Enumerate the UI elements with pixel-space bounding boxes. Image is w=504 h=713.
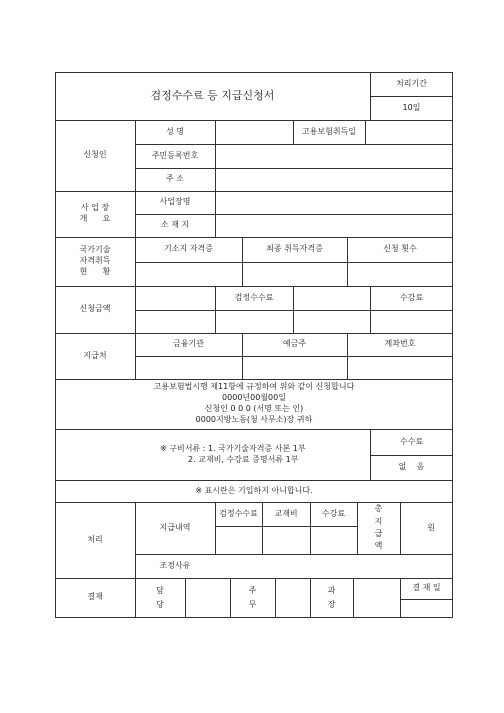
- won-unit: 원: [427, 522, 435, 532]
- exam-fee-label: 검정수수료: [234, 292, 274, 302]
- payee-section-label: 지급처: [83, 350, 107, 360]
- process-material-field[interactable]: [262, 526, 310, 554]
- workplace-name-field[interactable]: [215, 191, 453, 214]
- process-exam-fee-field[interactable]: [215, 526, 262, 554]
- total-char: 지: [374, 516, 383, 526]
- total-char: 총: [374, 504, 383, 514]
- manager-char: 과: [327, 585, 336, 595]
- applicant-section-label: 신청인: [83, 150, 107, 160]
- total-amount-label: [357, 502, 400, 554]
- qualification-section-label: [55, 237, 135, 286]
- tuition-label: 수강료: [399, 292, 424, 302]
- declaration-text: 고용보험법시행 제11항에 규정하여 위와 같이 신청합니다: [153, 382, 355, 392]
- approval-date-label: 결 재 일: [412, 583, 441, 593]
- amount-section-label: 신청금액: [79, 304, 111, 314]
- bank-label: 금융기관: [173, 339, 204, 349]
- staff-label: [135, 578, 185, 617]
- name-field[interactable]: [215, 120, 293, 144]
- chief-label: [230, 578, 275, 617]
- qualification-section-line2: 자격취득: [79, 256, 111, 266]
- process-material-label: 교재비: [274, 508, 298, 518]
- form-title: 검정수수료 등 지급신청서: [150, 88, 275, 102]
- insurance-date-field[interactable]: [365, 120, 453, 144]
- holder-field[interactable]: [242, 356, 347, 379]
- chief-char: 무: [248, 599, 257, 609]
- account-label: 계좌번호: [384, 339, 416, 349]
- declaration-block: [55, 379, 453, 429]
- held-qualification-label: 기소지 자격증: [164, 244, 213, 254]
- resident-no-field[interactable]: [215, 144, 453, 168]
- application-count-label: 신청 횟수: [383, 244, 417, 254]
- address-field[interactable]: [215, 168, 453, 191]
- process-exam-fee-label: 검정수수료: [219, 508, 258, 518]
- name-label: 성 명: [166, 126, 184, 136]
- attachment-line2: 2. 교재비, 수강료 증명서류 1부: [188, 454, 299, 464]
- total-char: 액: [374, 541, 383, 551]
- workplace-location-label: 소 재 지: [160, 220, 190, 230]
- address-label: 주 소: [166, 174, 184, 184]
- workplace-section-line1: 사 업 장: [80, 203, 110, 213]
- total-char: 급: [374, 529, 383, 538]
- payment-detail-label: 지급내역: [159, 522, 191, 532]
- application-form: [55, 72, 453, 617]
- recipient-office: 0000지방노동(청 사무소)장 귀하: [195, 414, 313, 424]
- office-use-note: ※ 표시란은 기입하지 아니합니다.: [195, 485, 313, 495]
- processing-period-label: 처리기간: [396, 78, 427, 88]
- chief-sign-field[interactable]: [275, 578, 310, 617]
- final-qualification-field[interactable]: [242, 262, 347, 286]
- exam-fee-field[interactable]: [215, 310, 293, 333]
- approval-section-label: 결재: [87, 592, 103, 602]
- fee-value: 없 음: [398, 462, 425, 472]
- process-tuition-label: 수강료: [321, 508, 346, 518]
- qualification-section-line1: 국가기술: [79, 245, 111, 255]
- resident-no-label: 주민등록번호: [151, 150, 199, 160]
- final-qualification-label: 최종 취득자격증: [266, 244, 323, 254]
- tuition-field[interactable]: [370, 310, 453, 333]
- rule: [293, 286, 294, 333]
- account-field[interactable]: [347, 356, 453, 379]
- workplace-section-label: [55, 191, 135, 237]
- manager-sign-field[interactable]: [353, 578, 400, 617]
- staff-char: 담: [156, 585, 164, 595]
- manager-label: [310, 578, 353, 617]
- approval-date-field[interactable]: [400, 599, 453, 617]
- qualification-section-line3: 현 황: [79, 266, 111, 276]
- fee-label: 수수료: [399, 436, 424, 446]
- process-tuition-field[interactable]: [310, 526, 357, 554]
- rule: [55, 617, 453, 618]
- adjustment-reason-label: 조정사유: [159, 560, 191, 570]
- staff-sign-field[interactable]: [185, 578, 230, 617]
- insurance-date-label: 고용보험취득일: [301, 126, 357, 136]
- application-count-field[interactable]: [347, 262, 453, 286]
- held-qualification-field[interactable]: [135, 262, 242, 286]
- attachments-block: [55, 429, 370, 480]
- processing-period-value: 10일: [402, 102, 421, 112]
- workplace-section-line2: 개 요: [79, 214, 111, 223]
- applicant-signature: 신청인 0 0 0 (서명 또는 인): [204, 404, 304, 413]
- staff-char: 당: [156, 599, 164, 609]
- attachment-line1: ※ 구비서류 : 1. 국가기술자격증 사본 1부: [160, 443, 306, 453]
- workplace-location-field[interactable]: [215, 214, 453, 237]
- process-section-label: 처리: [87, 534, 103, 544]
- manager-char: 장: [327, 599, 336, 609]
- workplace-name-label: 사업장명: [159, 197, 191, 207]
- chief-char: 주: [248, 585, 257, 595]
- application-date: 0000년00월00일: [222, 393, 286, 403]
- adjustment-reason-field[interactable]: [215, 554, 453, 578]
- bank-field[interactable]: [135, 356, 242, 379]
- holder-label: 예금주: [282, 339, 307, 349]
